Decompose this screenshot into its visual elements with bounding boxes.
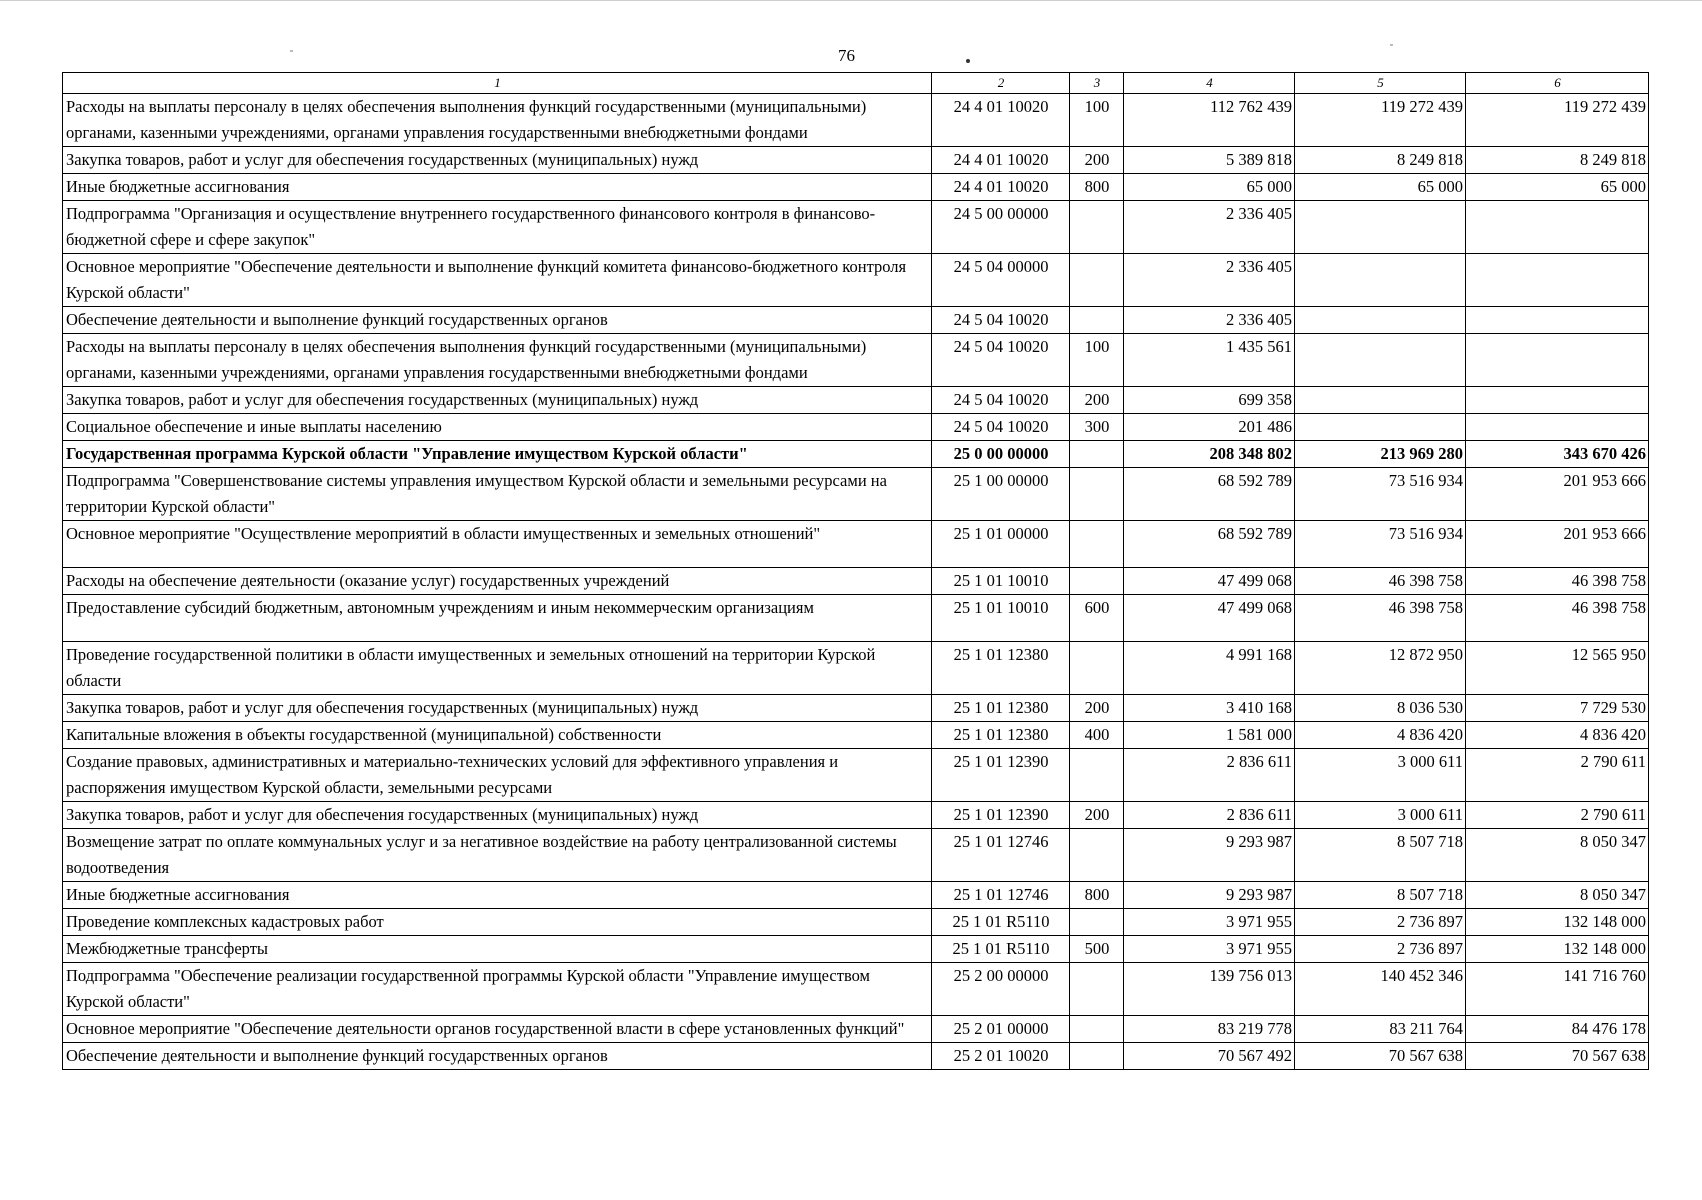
- row-value-cell-4: 3 410 168: [1124, 695, 1295, 722]
- scan-speck: [290, 50, 293, 52]
- row-name-cell: Обеспечение деятельности и выполнение функций государственных органов: [63, 1043, 932, 1070]
- row-value-cell-4: 699 358: [1124, 387, 1295, 414]
- row-value-cell-5: 2 736 897: [1295, 909, 1466, 936]
- row-code-cell: 25 1 01 12380: [932, 695, 1070, 722]
- row-value-cell-4: 3 971 955: [1124, 936, 1295, 963]
- row-value-cell-5: 8 249 818: [1295, 147, 1466, 174]
- row-expense-type-cell: [1070, 1016, 1124, 1043]
- scan-speck: [1390, 44, 1393, 46]
- row-value-cell-4: 2 336 405: [1124, 201, 1295, 254]
- row-expense-type-cell: 400: [1070, 722, 1124, 749]
- row-value-cell-4: 208 348 802: [1124, 441, 1295, 468]
- table-row: [63, 201, 1649, 254]
- row-value-cell-4: 65 000: [1124, 174, 1295, 201]
- row-name-cell: Обеспечение деятельности и выполнение функций государственных органов: [63, 307, 932, 334]
- row-value-cell-6: 119 272 439: [1466, 94, 1649, 147]
- table-row: [63, 387, 1649, 414]
- table-row: [63, 334, 1649, 387]
- row-expense-type-cell: 600: [1070, 595, 1124, 642]
- row-value-cell-6: [1466, 414, 1649, 441]
- row-expense-type-cell: [1070, 441, 1124, 468]
- row-value-cell-4: 9 293 987: [1124, 882, 1295, 909]
- row-name-cell: Закупка товаров, работ и услуг для обеспечения государственных (муниципальных) нужд: [63, 695, 932, 722]
- row-name-cell: Основное мероприятие "Обеспечение деятельности органов государственной власти в сфере установленных функций": [63, 1016, 932, 1043]
- row-name-cell: Предоставление субсидий бюджетным, автономным учреждениям и иным некоммерческим организациям: [63, 595, 932, 642]
- row-name-cell: Иные бюджетные ассигнования: [63, 174, 932, 201]
- table-row: [63, 521, 1649, 568]
- row-name-cell: Подпрограмма "Совершенствование системы управления имуществом Курской области и земельными ресурсами на территории Курской области": [63, 468, 932, 521]
- row-code-cell: 24 5 04 10020: [932, 387, 1070, 414]
- row-name-cell: Социальное обеспечение и иные выплаты населению: [63, 414, 932, 441]
- row-value-cell-6: 12 565 950: [1466, 642, 1649, 695]
- row-code-cell: 24 5 04 10020: [932, 307, 1070, 334]
- row-value-cell-6: 201 953 666: [1466, 521, 1649, 568]
- row-value-cell-4: 9 293 987: [1124, 829, 1295, 882]
- row-code-cell: 25 1 01 10010: [932, 595, 1070, 642]
- row-value-cell-6: 46 398 758: [1466, 595, 1649, 642]
- row-code-cell: 24 5 04 10020: [932, 334, 1070, 387]
- table-row: [63, 829, 1649, 882]
- row-expense-type-cell: 200: [1070, 695, 1124, 722]
- table-row: [63, 254, 1649, 307]
- row-code-cell: 25 1 01 12380: [932, 642, 1070, 695]
- row-value-cell-5: 12 872 950: [1295, 642, 1466, 695]
- table-body: [63, 94, 1649, 1070]
- table-row: [63, 909, 1649, 936]
- row-expense-type-cell: 100: [1070, 334, 1124, 387]
- table-header-row: [63, 73, 1649, 94]
- table-row: [63, 882, 1649, 909]
- column-header-2: 2: [932, 73, 1070, 94]
- row-value-cell-4: 83 219 778: [1124, 1016, 1295, 1043]
- table-row: [63, 936, 1649, 963]
- row-value-cell-4: 201 486: [1124, 414, 1295, 441]
- row-expense-type-cell: [1070, 963, 1124, 1016]
- row-expense-type-cell: 500: [1070, 936, 1124, 963]
- row-value-cell-6: [1466, 334, 1649, 387]
- row-value-cell-6: 8 249 818: [1466, 147, 1649, 174]
- row-expense-type-cell: 300: [1070, 414, 1124, 441]
- row-value-cell-6: [1466, 307, 1649, 334]
- scan-speck: [966, 59, 970, 63]
- row-value-cell-4: 1 435 561: [1124, 334, 1295, 387]
- row-value-cell-6: 70 567 638: [1466, 1043, 1649, 1070]
- row-code-cell: 25 1 01 R5110: [932, 936, 1070, 963]
- row-value-cell-5: [1295, 201, 1466, 254]
- row-expense-type-cell: 800: [1070, 882, 1124, 909]
- table-row: [63, 307, 1649, 334]
- row-value-cell-6: 141 716 760: [1466, 963, 1649, 1016]
- row-value-cell-6: [1466, 201, 1649, 254]
- row-value-cell-4: 68 592 789: [1124, 468, 1295, 521]
- row-code-cell: 24 5 04 00000: [932, 254, 1070, 307]
- row-name-cell: Закупка товаров, работ и услуг для обеспечения государственных (муниципальных) нужд: [63, 387, 932, 414]
- row-expense-type-cell: [1070, 254, 1124, 307]
- row-value-cell-5: 70 567 638: [1295, 1043, 1466, 1070]
- row-code-cell: 24 4 01 10020: [932, 174, 1070, 201]
- table-row: [63, 414, 1649, 441]
- table-row: [63, 468, 1649, 521]
- row-code-cell: 24 4 01 10020: [932, 147, 1070, 174]
- table-row: [63, 695, 1649, 722]
- row-value-cell-5: 213 969 280: [1295, 441, 1466, 468]
- column-header-6: 6: [1466, 73, 1649, 94]
- row-value-cell-6: [1466, 387, 1649, 414]
- row-expense-type-cell: [1070, 468, 1124, 521]
- row-value-cell-5: [1295, 414, 1466, 441]
- row-code-cell: 24 5 00 00000: [932, 201, 1070, 254]
- row-value-cell-5: 8 507 718: [1295, 829, 1466, 882]
- row-code-cell: 25 1 01 10010: [932, 568, 1070, 595]
- row-code-cell: 25 1 01 12390: [932, 749, 1070, 802]
- row-code-cell: 25 2 00 00000: [932, 963, 1070, 1016]
- table-row: [63, 147, 1649, 174]
- row-value-cell-4: 139 756 013: [1124, 963, 1295, 1016]
- row-value-cell-6: 201 953 666: [1466, 468, 1649, 521]
- row-code-cell: 25 1 01 12746: [932, 882, 1070, 909]
- row-expense-type-cell: [1070, 568, 1124, 595]
- row-value-cell-5: 2 736 897: [1295, 936, 1466, 963]
- row-value-cell-4: 2 336 405: [1124, 307, 1295, 334]
- row-code-cell: 25 0 00 00000: [932, 441, 1070, 468]
- row-value-cell-6: 2 790 611: [1466, 749, 1649, 802]
- table-row: [63, 595, 1649, 642]
- row-value-cell-6: 8 050 347: [1466, 882, 1649, 909]
- row-expense-type-cell: 200: [1070, 387, 1124, 414]
- row-expense-type-cell: 200: [1070, 147, 1124, 174]
- row-value-cell-5: 8 036 530: [1295, 695, 1466, 722]
- row-name-cell: Проведение государственной политики в области имущественных и земельных отношений на территории Курской области: [63, 642, 932, 695]
- row-code-cell: 25 1 01 12390: [932, 802, 1070, 829]
- row-name-cell: Проведение комплексных кадастровых работ: [63, 909, 932, 936]
- row-code-cell: 24 4 01 10020: [932, 94, 1070, 147]
- table-row: [63, 1043, 1649, 1070]
- row-value-cell-4: 3 971 955: [1124, 909, 1295, 936]
- page-number: 76: [838, 46, 855, 65]
- row-value-cell-6: 7 729 530: [1466, 695, 1649, 722]
- row-value-cell-5: 3 000 611: [1295, 749, 1466, 802]
- row-value-cell-4: 1 581 000: [1124, 722, 1295, 749]
- row-value-cell-5: 4 836 420: [1295, 722, 1466, 749]
- row-expense-type-cell: [1070, 909, 1124, 936]
- row-code-cell: 25 1 00 00000: [932, 468, 1070, 521]
- row-value-cell-6: 8 050 347: [1466, 829, 1649, 882]
- row-code-cell: 25 1 01 00000: [932, 521, 1070, 568]
- table-row: [63, 749, 1649, 802]
- column-header-5: 5: [1295, 73, 1466, 94]
- row-value-cell-6: 4 836 420: [1466, 722, 1649, 749]
- budget-table: [62, 72, 1649, 1070]
- row-name-cell: Возмещение затрат по оплате коммунальных услуг и за негативное воздействие на работу централизованной системы водоотведения: [63, 829, 932, 882]
- row-value-cell-4: 4 991 168: [1124, 642, 1295, 695]
- row-expense-type-cell: 200: [1070, 802, 1124, 829]
- row-name-cell: Создание правовых, административных и материально-технических условий для эффективного управления и распоряжения имуществом Курской области, земельными ресурсами: [63, 749, 932, 802]
- row-value-cell-5: 46 398 758: [1295, 595, 1466, 642]
- row-value-cell-5: [1295, 334, 1466, 387]
- scan-top-edge: [0, 0, 1702, 1]
- row-name-cell: Расходы на обеспечение деятельности (оказание услуг) государственных учреждений: [63, 568, 932, 595]
- row-value-cell-5: [1295, 307, 1466, 334]
- table-row: [63, 568, 1649, 595]
- table-row: [63, 963, 1649, 1016]
- table-row: [63, 802, 1649, 829]
- row-value-cell-6: 65 000: [1466, 174, 1649, 201]
- row-value-cell-6: [1466, 254, 1649, 307]
- table-row: [63, 722, 1649, 749]
- column-header-4: 4: [1124, 73, 1295, 94]
- table-row: [63, 174, 1649, 201]
- row-value-cell-5: 119 272 439: [1295, 94, 1466, 147]
- row-value-cell-4: 5 389 818: [1124, 147, 1295, 174]
- row-value-cell-5: 73 516 934: [1295, 468, 1466, 521]
- row-value-cell-6: 46 398 758: [1466, 568, 1649, 595]
- row-value-cell-5: 73 516 934: [1295, 521, 1466, 568]
- row-value-cell-5: 3 000 611: [1295, 802, 1466, 829]
- row-name-cell: Закупка товаров, работ и услуг для обеспечения государственных (муниципальных) нужд: [63, 802, 932, 829]
- row-name-cell: Подпрограмма "Организация и осуществление внутреннего государственного финансового контроля в финансово-бюджетной сфере и сфере закупок": [63, 201, 932, 254]
- row-expense-type-cell: [1070, 1043, 1124, 1070]
- row-value-cell-6: 2 790 611: [1466, 802, 1649, 829]
- row-name-cell: Иные бюджетные ассигнования: [63, 882, 932, 909]
- row-name-cell: Основное мероприятие "Осуществление мероприятий в области имущественных и земельных отношений": [63, 521, 932, 568]
- row-expense-type-cell: [1070, 749, 1124, 802]
- row-expense-type-cell: [1070, 642, 1124, 695]
- row-value-cell-6: 132 148 000: [1466, 936, 1649, 963]
- row-value-cell-4: 70 567 492: [1124, 1043, 1295, 1070]
- column-header-1: 1: [63, 73, 932, 94]
- column-header-3: 3: [1070, 73, 1124, 94]
- table-row: [63, 94, 1649, 147]
- row-value-cell-5: 83 211 764: [1295, 1016, 1466, 1043]
- row-expense-type-cell: [1070, 307, 1124, 334]
- row-value-cell-5: 46 398 758: [1295, 568, 1466, 595]
- row-name-cell: Подпрограмма "Обеспечение реализации государственной программы Курской области "Управление имуществом Курской области": [63, 963, 932, 1016]
- row-value-cell-6: 343 670 426: [1466, 441, 1649, 468]
- row-value-cell-5: [1295, 254, 1466, 307]
- row-code-cell: 25 1 01 R5110: [932, 909, 1070, 936]
- row-value-cell-4: 47 499 068: [1124, 568, 1295, 595]
- row-code-cell: 25 1 01 12380: [932, 722, 1070, 749]
- row-code-cell: 25 2 01 10020: [932, 1043, 1070, 1070]
- row-code-cell: 25 1 01 12746: [932, 829, 1070, 882]
- row-value-cell-5: 140 452 346: [1295, 963, 1466, 1016]
- row-value-cell-5: 8 507 718: [1295, 882, 1466, 909]
- row-expense-type-cell: [1070, 521, 1124, 568]
- row-expense-type-cell: 800: [1070, 174, 1124, 201]
- row-value-cell-4: 112 762 439: [1124, 94, 1295, 147]
- row-value-cell-6: 132 148 000: [1466, 909, 1649, 936]
- row-expense-type-cell: [1070, 829, 1124, 882]
- row-expense-type-cell: 100: [1070, 94, 1124, 147]
- row-value-cell-5: [1295, 387, 1466, 414]
- row-name-cell: Расходы на выплаты персоналу в целях обеспечения выполнения функций государственными (муниципальными) органами, казенными учреждениями, органами управления государственными внебюджетными фондами: [63, 94, 932, 147]
- row-expense-type-cell: [1070, 201, 1124, 254]
- row-value-cell-4: 68 592 789: [1124, 521, 1295, 568]
- row-value-cell-6: 84 476 178: [1466, 1016, 1649, 1043]
- row-name-cell: Межбюджетные трансферты: [63, 936, 932, 963]
- row-name-cell: Капитальные вложения в объекты государственной (муниципальной) собственности: [63, 722, 932, 749]
- row-value-cell-4: 2 836 611: [1124, 802, 1295, 829]
- table-row: [63, 441, 1649, 468]
- row-value-cell-4: 2 336 405: [1124, 254, 1295, 307]
- row-name-cell: Основное мероприятие "Обеспечение деятельности и выполнение функций комитета финансово-бюджетного контроля Курской области": [63, 254, 932, 307]
- row-name-cell: Закупка товаров, работ и услуг для обеспечения государственных (муниципальных) нужд: [63, 147, 932, 174]
- table-row: [63, 1016, 1649, 1043]
- row-name-cell: Расходы на выплаты персоналу в целях обеспечения выполнения функций государственными (муниципальными) органами, казенными учреждениями, органами управления государственными внебюджетными фондами: [63, 334, 932, 387]
- row-code-cell: 24 5 04 10020: [932, 414, 1070, 441]
- row-value-cell-5: 65 000: [1295, 174, 1466, 201]
- row-code-cell: 25 2 01 00000: [932, 1016, 1070, 1043]
- row-value-cell-4: 2 836 611: [1124, 749, 1295, 802]
- row-name-cell: Государственная программа Курской области "Управление имуществом Курской области": [63, 441, 932, 468]
- row-value-cell-4: 47 499 068: [1124, 595, 1295, 642]
- table-row: [63, 642, 1649, 695]
